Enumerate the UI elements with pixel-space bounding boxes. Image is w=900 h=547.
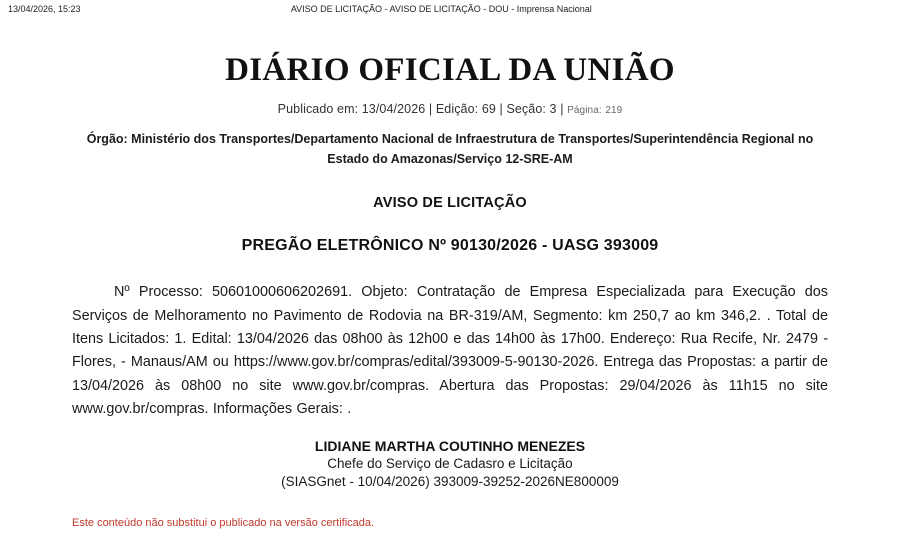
pubinfo-separator-1: |	[428, 102, 433, 117]
print-header-datetime: 13/04/2026, 15:23	[8, 4, 81, 14]
document-title: AVISO DE LICITAÇÃO	[373, 195, 527, 212]
page-value: 219	[605, 105, 623, 117]
published-date: 13/04/2026	[361, 102, 426, 117]
pubinfo-separator-3: |	[560, 102, 564, 117]
masthead-title: DIÁRIO OFICIAL DA UNIÃO	[225, 52, 675, 88]
signature-role: Chefe do Serviço de Cadasro e Licitação	[327, 455, 573, 471]
siasg-reference: (SIASGnet - 10/04/2026) 393009-39252-2026NE800009	[281, 473, 619, 489]
page-label: Página:	[567, 105, 602, 117]
section-label: Seção:	[506, 102, 546, 117]
document-body: Nº Processo: 50601000606202691. Objeto: Contratação de Empresa Especializada para Execução dos Serviços de Melhoramento no Pavimento de Rodovia na BR-319/AM, Segmento: km 250,7 ao km 346,2. . Total de Itens Licitados: 1. Edital: 13/04/2026 das 08h00 às 12h00 e das 14h00 às 17h00. Endereço: Rua Recife, Nr. 2479 - Flores, - Manaus/AM ou https://www.gov.br/compras/edital/393009-5-90130-2026. Entrega das Propostas: a partir de 13/04/2026 às 08h00 no site www.gov.br/compras. Abertura das Propostas: 29/04/2026 às 11h15 no site www.gov.br/compras. Informações Gerais: .	[72, 284, 828, 418]
publication-info	[72, 102, 828, 116]
document-subtitle: PREGÃO ELETRÔNICO Nº 90130/2026 - UASG 393009	[241, 237, 659, 255]
pubinfo-separator-2: |	[499, 102, 503, 117]
print-header-title: AVISO DE LICITAÇÃO - AVISO DE LICITAÇÃO - DOU - Imprensa Nacional	[290, 4, 592, 14]
footer-disclaimer: Este conteúdo não substitui o publicado na versão certificada.	[72, 516, 375, 529]
published-label: Publicado em:	[277, 102, 359, 117]
organ-line: Órgão: Ministério dos Transportes/Departamento Nacional de Infraestrutura de Transportes/Superintendência Regional no Estado do Amazonas/Serviço 12-SRE-AM	[86, 132, 814, 166]
edition-label: Edição:	[435, 102, 479, 117]
edition-value: 69	[481, 102, 496, 117]
section-value: 3	[549, 102, 557, 117]
document-page	[0, 52, 900, 529]
signature-name: LIDIANE MARTHA COUTINHO MENEZES	[314, 437, 586, 454]
print-header	[0, 0, 900, 18]
